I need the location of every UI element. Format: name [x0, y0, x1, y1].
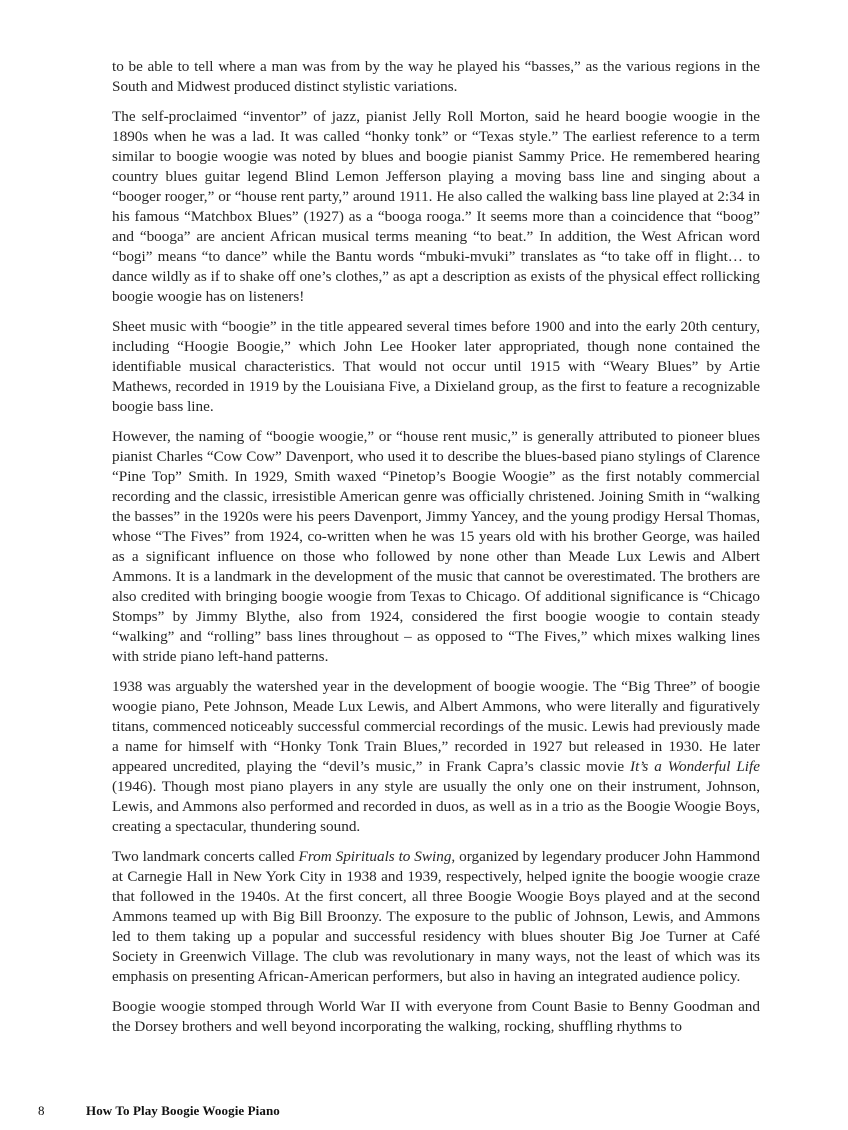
- paragraph-text: , organized by legendary producer John Hammond at Carnegie Hall in New York City in 1938 and 1939, respectively, helped ignite the boogie woogie craze that followed in the 1940s. At the first concert, all three Boogie Woogie Boys played and at the second Ammons teamed up with Big Bill Broonzy. The exposure to the public of Johnson, Lewis, and Ammons led to them taking up a popular and successful residency with blues shouter Big Joe Turner at Café Society in Greenwich Village. The club was revolutionary in many ways, not the least of which was its emphasis on presenting African-American performers, but also in having an integrated audience policy.: [112, 848, 760, 985]
- book-title: How To Play Boogie Woogie Piano: [86, 1103, 280, 1118]
- paragraph: Sheet music with “boogie” in the title appeared several times before 1900 and into the early 20th century, including “Hoogie Boogie,” which John Lee Hooker later appropriated, though none contained the identifiable musical characteristics. That would not occur until 1915 with “Weary Blues” by Artie Mathews, recorded in 1919 by the Louisiana Five, a Dixieland group, as the first to feature a recognizable boogie bass line.: [112, 318, 760, 415]
- paragraph: to be able to tell where a man was from by the way he played his “basses,” as the various regions in the South and Midwest produced distinct stylistic variations.: [112, 58, 760, 95]
- page-footer: [38, 1103, 280, 1119]
- paragraph: Boogie woogie stomped through World War II with everyone from Count Basie to Benny Goodman and the Dorsey brothers and well beyond incorporating the walking, rocking, shuffling rhythms to: [112, 998, 760, 1035]
- movie-title: It’s a Wonderful Life: [630, 758, 760, 775]
- paragraph-text: (1946). Though most piano players in any style are usually the only one on their instrument, Johnson, Lewis, and Ammons also performed and recorded in duos, as well as in a trio as the Boogie Woogie Boys, creating a spectacular, thundering sound.: [112, 778, 760, 835]
- body-text: [112, 57, 760, 1047]
- concert-title: From Spirituals to Swing: [298, 848, 452, 865]
- paragraph-text: Two landmark concerts called: [112, 848, 299, 865]
- paragraph: [112, 677, 760, 837]
- paragraph-text: 1938 was arguably the watershed year in the development of boogie woogie. The “Big Three” of boogie woogie piano, Pete Johnson, Meade Lux Lewis, and Albert Ammons, who were literally and figuratively titans, commenced noticeably successful commercial recordings of the music. Lewis had previously made a name for himself with “Honky Tonk Train Blues,” recorded in 1927 but released in 1930. He later appeared uncredited, playing the “devil’s music,” in Frank Capra’s classic movie: [112, 678, 760, 775]
- paragraph: [112, 847, 760, 987]
- page-number: 8: [38, 1103, 45, 1118]
- paragraph: However, the naming of “boogie woogie,” or “house rent music,” is generally attributed to pioneer blues pianist Charles “Cow Cow” Davenport, who used it to describe the blues-based piano stylings of Clarence “Pine Top” Smith. In 1929, Smith waxed “Pinetop’s Boogie Woogie” as the first notably commercial recording and the classic, irresistible American genre was officially christened. Joining Smith in “walking the basses” in the 1920s were his peers Davenport, Jimmy Yancey, and the young prodigy Hersal Thomas, whose “The Fives” from 1924, co-written when he was 15 years old with his brother George, was hailed as a significant influence on those who followed by none other than Meade Lux Lewis and Albert Ammons. It is a landmark in the development of the music that cannot be overestimated. The brothers are also credited with bringing boogie woogie from Texas to Chicago. Of additional significance is “Chicago Stomps” by Jimmy Blythe, also from 1924, considered the first boogie woogie to contain steady “walking” and “rolling” bass lines throughout – as opposed to “The Fives,” which mixes walking lines with stride piano left-hand patterns.: [112, 428, 760, 665]
- paragraph: The self-proclaimed “inventor” of jazz, pianist Jelly Roll Morton, said he heard boogie woogie in the 1890s when he was a lad. It was called “honky tonk” or “Texas style.” The earliest reference to a term similar to boogie woogie was noted by blues and boogie pianist Sammy Price. He remembered hearing country blues guitar legend Blind Lemon Jefferson playing a moving bass line and singing about a “booger rooger,” or “house rent party,” around 1911. He also called the walking bass line played at 2:34 in his famous “Matchbox Blues” (1927) as a “booga rooga.” It seems more than a coincidence that “boog” and “booga” are ancient African musical terms meaning “to beat.” In addition, the West African word “bogi” means “to dance” while the Bantu words “mbuki-mvuki” translates as “to take off in flight… to dance wildly as if to shake off one’s clothes,” as apt a description as exists of the physical effect rollicking boogie woogie has on listeners!: [112, 108, 760, 305]
